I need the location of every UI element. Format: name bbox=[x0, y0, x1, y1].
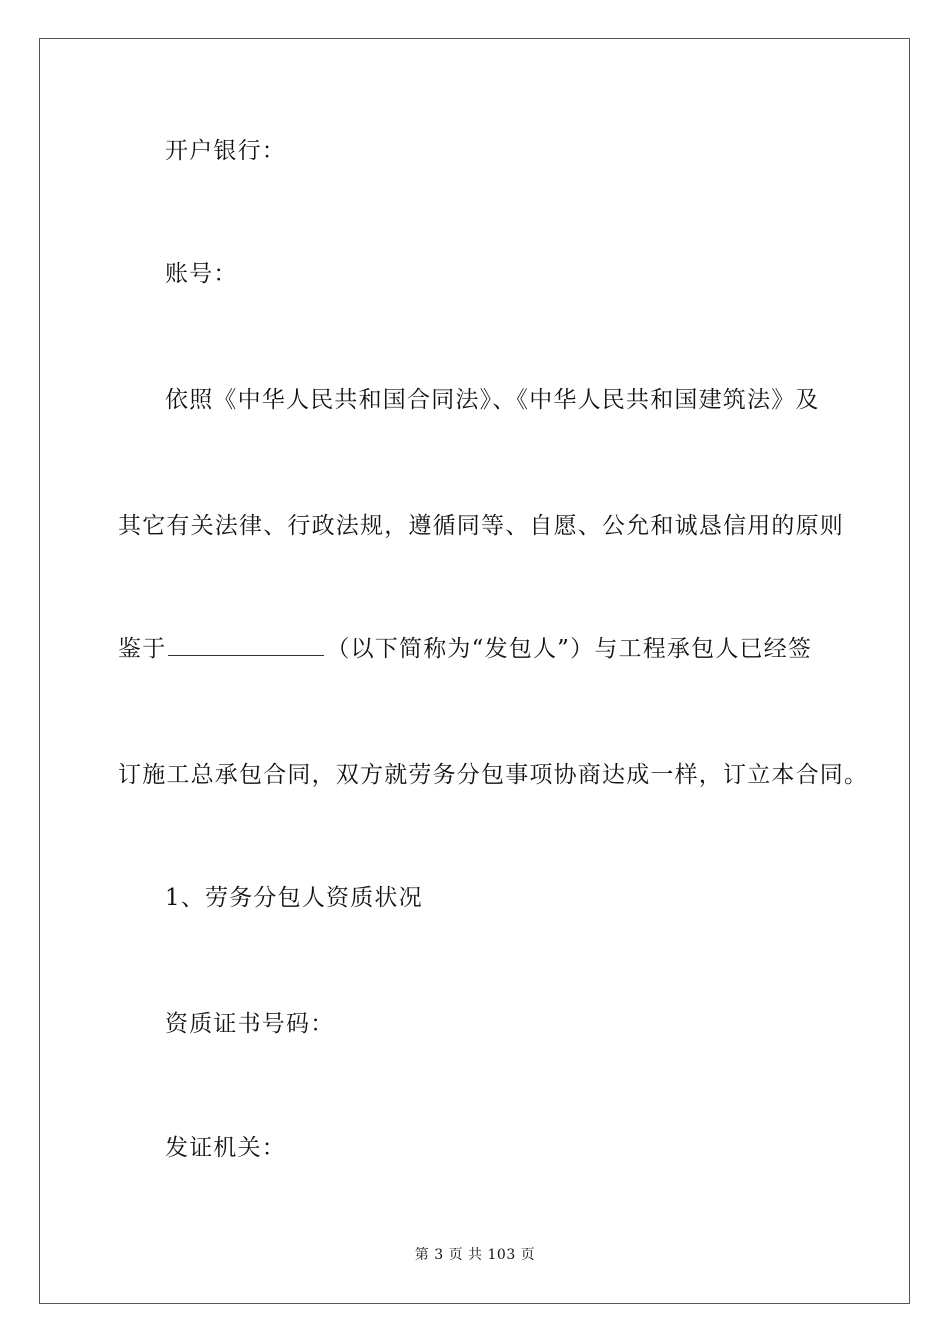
employer-blank bbox=[168, 637, 324, 656]
page-number-footer: 第 3 页 共 103 页 bbox=[414, 1247, 536, 1263]
page-border bbox=[39, 38, 910, 1304]
certificate-number-label: 资质证书号码： bbox=[165, 1011, 335, 1037]
paragraph-line-2: 其它有关法律、行政法规，遵循同等、自愿、公允和诚恳信用的原则 bbox=[118, 513, 844, 539]
issuing-authority-label: 发证机关： bbox=[165, 1135, 286, 1161]
bank-label: 开户银行： bbox=[165, 138, 286, 164]
paragraph-line-4: 订施工总承包合同，双方就劳务分包事项协商达成一样，订立本合同。 bbox=[118, 762, 869, 788]
section-heading-1: 1、劳务分包人资质状况 bbox=[165, 885, 423, 911]
paragraph-line-3 bbox=[118, 634, 812, 664]
account-label: 账号： bbox=[165, 261, 238, 287]
paragraph-line-3-end: （以下简称为“发包人”）与工程承包人已经签 bbox=[326, 636, 813, 662]
paragraph-line-1: 依照《中华人民共和国合同法》、《中华人民共和国建筑法》及 bbox=[165, 387, 820, 413]
paragraph-line-3-start: 鉴于 bbox=[118, 636, 167, 662]
